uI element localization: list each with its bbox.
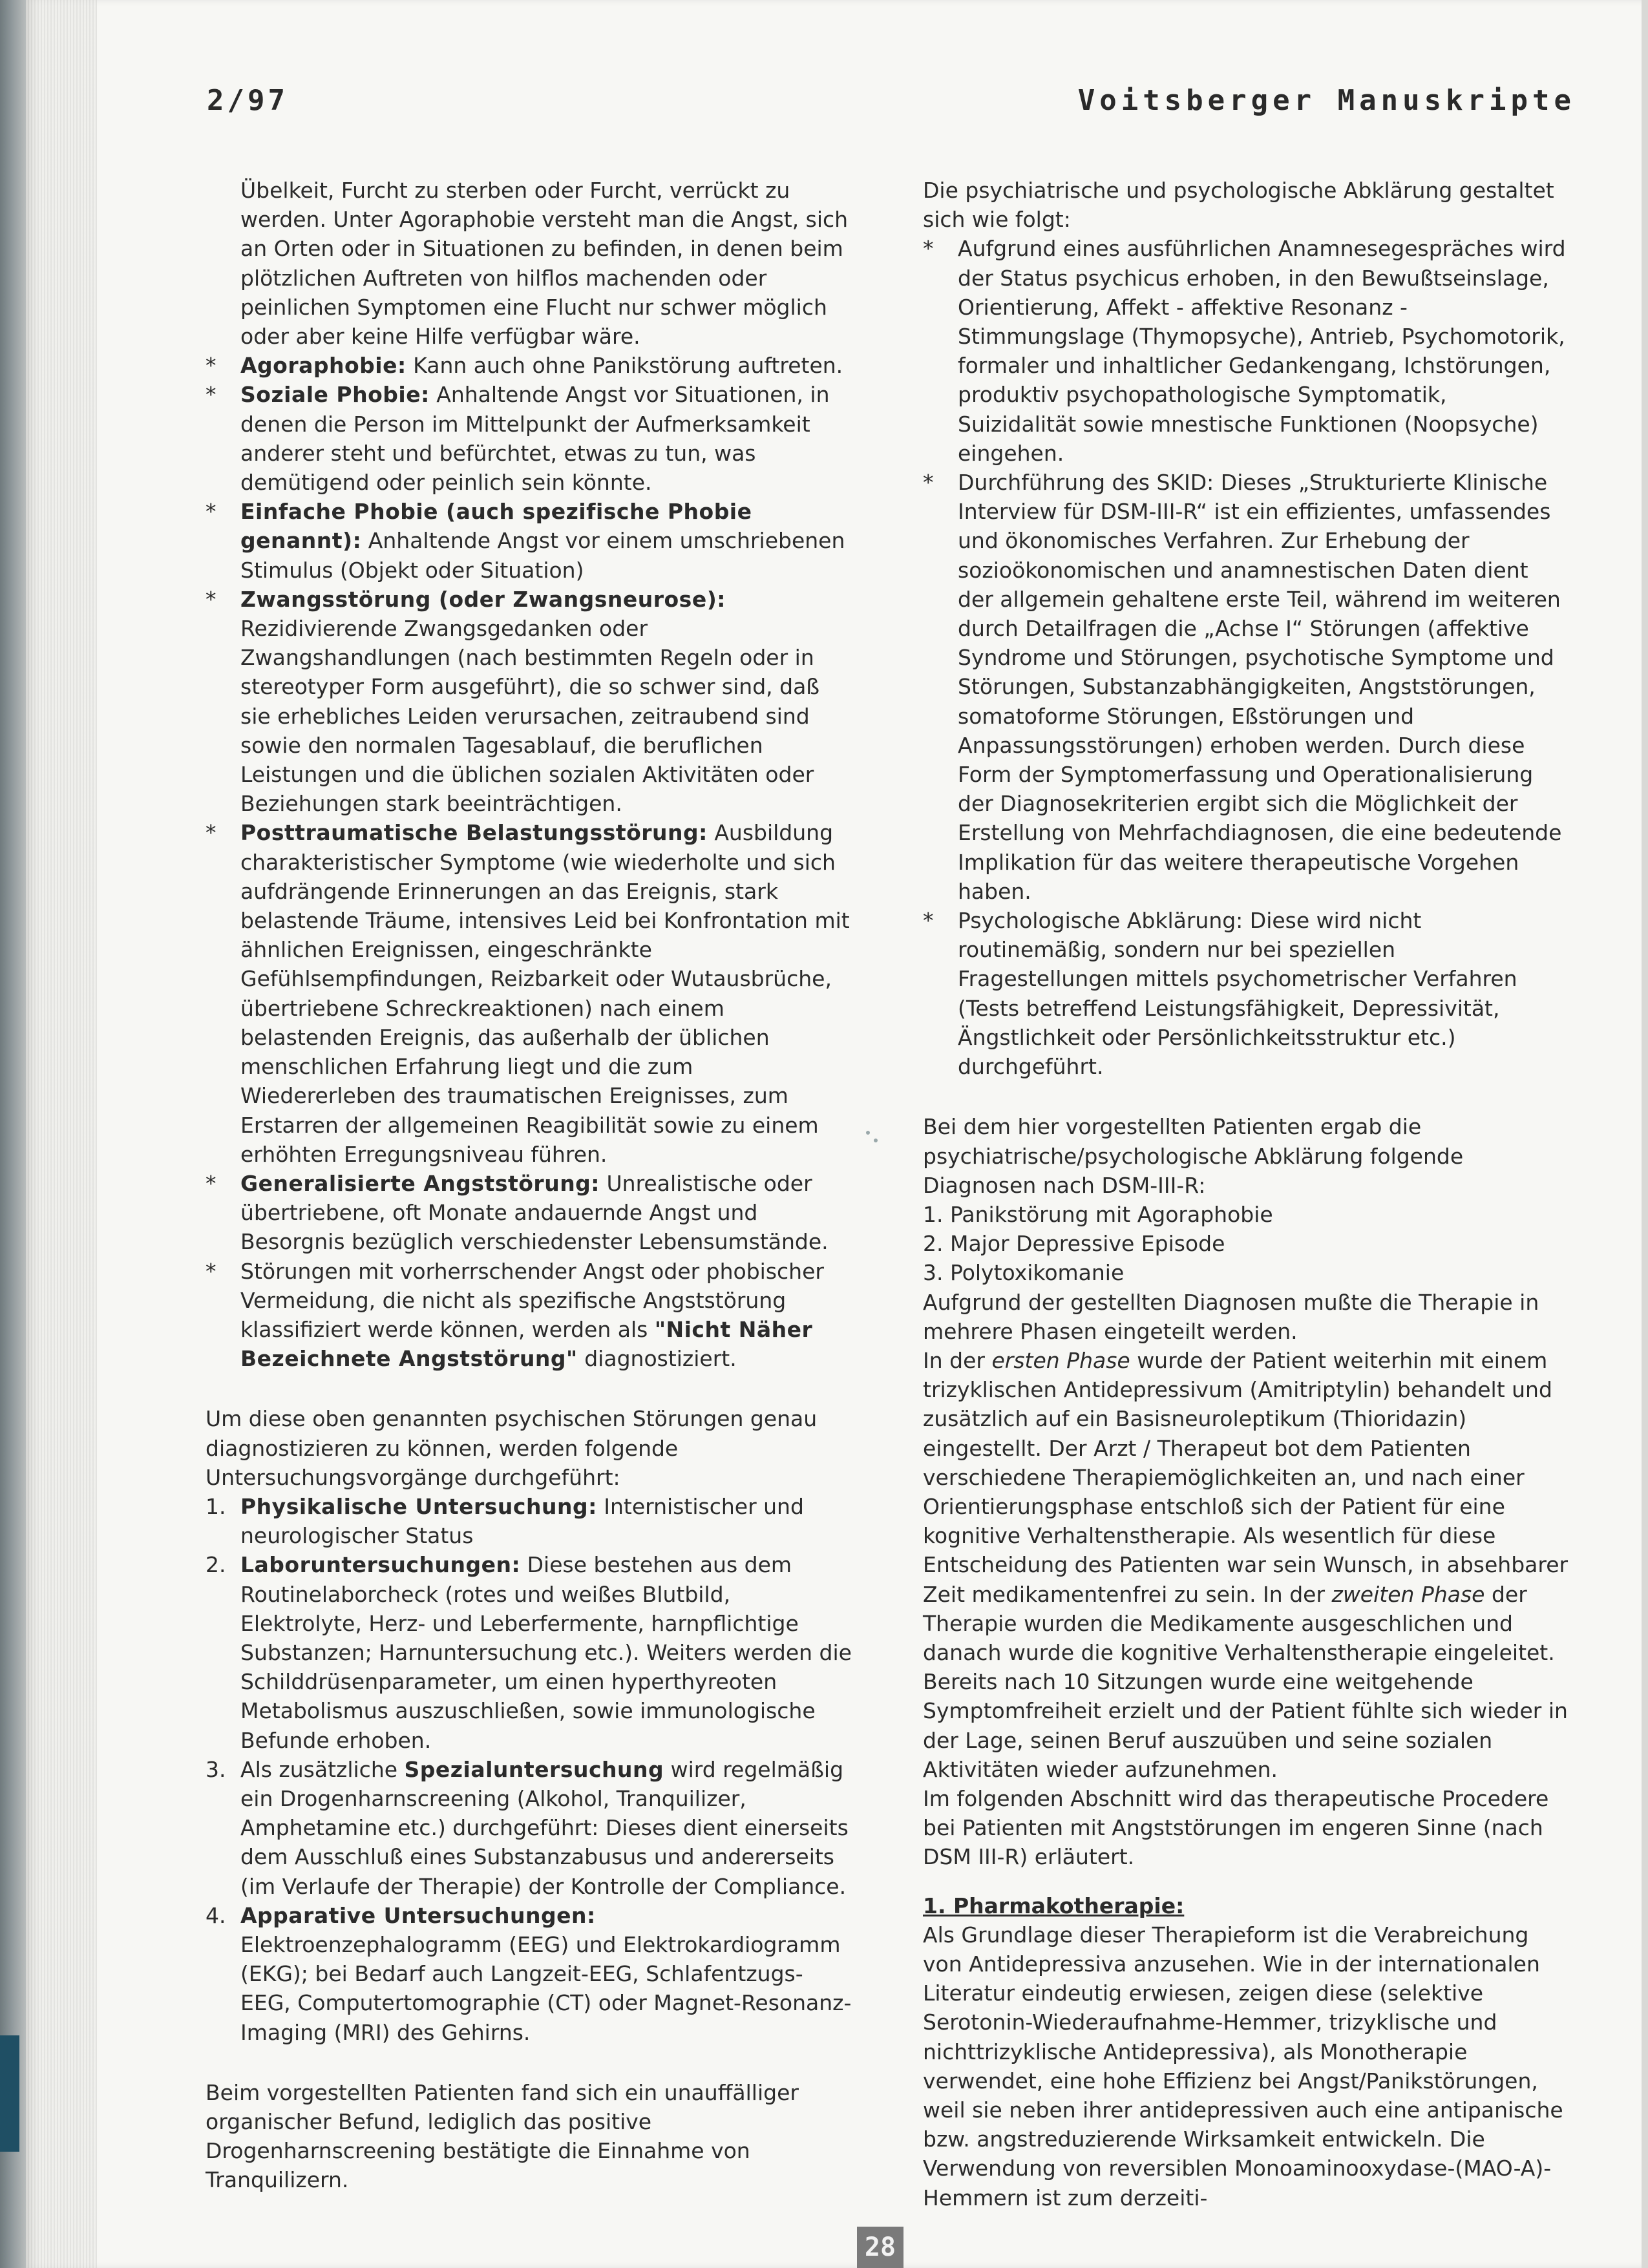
left-column bbox=[206, 176, 852, 2195]
disorder-item bbox=[206, 497, 852, 585]
disorder-item bbox=[206, 1169, 852, 1257]
examination-intro: Um diese oben genannten psychischen Störungen genau diagnostizieren zu können, werden folgende Untersuchungsvorgänge durchgeführt: bbox=[206, 1406, 818, 1490]
disorder-text: Kann auch ohne Panikstörung auftreten. bbox=[406, 353, 843, 379]
disorder-item bbox=[206, 380, 852, 497]
bullet-mark: * bbox=[206, 353, 217, 379]
bullet-mark: * bbox=[923, 236, 934, 262]
bullet-mark: * bbox=[206, 1170, 217, 1196]
phase-text: In der bbox=[923, 1347, 992, 1373]
bullet-mark: * bbox=[206, 499, 217, 525]
disorder-text: diagnostiziert. bbox=[577, 1346, 737, 1372]
right-column bbox=[923, 176, 1569, 2212]
examination-item bbox=[206, 1755, 852, 1901]
diagnosis-item: 1. Panikstörung mit Agoraphobie bbox=[923, 1201, 1273, 1227]
step-text: Diese bestehen aus dem Routinelaborcheck (rotes und weißes Blutbild, Elektrolyte, Herz- und Leberfermente, harnpflichtige Substanzen; Harnuntersuchung etc.). Weiters werden die Schilddrüsenparameter, um einen hyperthyreoten Metabolismus auszuschließen, sowie immunologische Befunde erhoben. bbox=[240, 1552, 852, 1753]
disorder-term: "Nicht Näher Bezeichnete Angststörung" bbox=[240, 1316, 813, 1372]
bullet-mark: * bbox=[206, 820, 217, 846]
phase-term: zweiten Phase bbox=[1331, 1581, 1485, 1607]
examination-item bbox=[206, 1492, 852, 1550]
step-text: Als zusätzliche bbox=[240, 1756, 405, 1782]
scanner-edge bbox=[0, 0, 26, 2268]
scan-speck bbox=[874, 1139, 878, 1142]
diagnosis-item: 2. Major Depressive Episode bbox=[923, 1231, 1225, 1257]
intro-paragraph: Übelkeit, Furcht zu sterben oder Furcht, verrückt zu werden. Unter Agoraphobie versteht man die Angst, sich an Orten oder in Situationen zu befinden, in denen beim plötzlichen Auftreten von hilflos machenden oder peinlichen Symptomen eine Flucht nur schwer möglich oder aber keine Hilfe verfügbar wäre. bbox=[240, 178, 849, 350]
bullet-mark: * bbox=[206, 382, 217, 408]
step-number: 1. bbox=[206, 1493, 226, 1519]
step-text: Elektroenzephalogramm (EEG) und Elektrokardiogramm (EKG); bei Bedarf auch Langzeit-EEG, Schlafentzugs-EEG, Computertomographie (CT) oder Magnet-Resonanz-Imaging (MRI) des Gehirns. bbox=[240, 1931, 852, 2045]
bullet-mark: * bbox=[206, 1258, 217, 1284]
disorder-term: Zwangsstörung (oder Zwangsneurose): bbox=[240, 586, 726, 612]
assessment-item bbox=[923, 906, 1569, 1081]
disorder-item bbox=[206, 818, 852, 1168]
section-heading: 1. Pharmakotherapie: bbox=[923, 1893, 1185, 1918]
disorder-text: Anhaltende Angst vor Situationen, in denen die Person im Mittelpunkt der Aufmerksamkeit anderer steht und befürchtet, etwas zu tun, was demütigend oder peinlich sein könnte. bbox=[240, 382, 830, 496]
procedere-paragraph: Im folgenden Abschnitt wird das therapeutische Procedere bei Patienten mit Angststörungen im engeren Sinne (nach DSM III-R) erläutert. bbox=[923, 1785, 1549, 1870]
bullet-mark: * bbox=[206, 586, 217, 612]
assessment-list bbox=[923, 234, 1569, 1081]
phases-paragraph bbox=[923, 1346, 1569, 1784]
assessment-text: Psychologische Abklärung: Diese wird nicht routinemäßig, sondern nur bei speziellen Fragestellungen mittels psychometrischer Verfahren (Tests betreffend Leistungsfähigkeit, Depressivität, Ängstlichkeit oder Persönlichkeitsstruktur etc.) durchgeführt. bbox=[958, 908, 1517, 1080]
diagnosis-item: 3. Polytoxikomanie bbox=[923, 1260, 1125, 1286]
issue-number: 2/97 bbox=[207, 84, 288, 117]
phase-text: der Therapie wurden die Medikamente ausgeschlichen und danach wurde die kognitive Verhaltenstherapie eingeleitet. Bereits nach 10 Sitzungen wurde eine weitgehende Symptomfreiheit erzielt und der Patient fühlte sich wieder in der Lage, seinen Beruf auszuüben und seine sozialen Aktivitäten wieder aufzunehmen. bbox=[923, 1581, 1568, 1782]
disorder-text: Störungen mit vorherrschender Angst oder phobischer Vermeidung, die nicht als spezifische Angststörung klassifiziert werde können, werden als bbox=[240, 1258, 824, 1342]
disorder-term: Posttraumatische Belastungsstörung: bbox=[240, 820, 708, 846]
assessment-item bbox=[923, 468, 1569, 906]
scan-speck bbox=[866, 1131, 870, 1135]
findings-paragraph: Beim vorgestellten Patienten fand sich ein unauffälliger organischer Befund, lediglich das positive Drogenharnscreening bestätigte die Einnahme von Tranquilizern. bbox=[206, 2079, 799, 2193]
disorder-term: Generalisierte Angststörung: bbox=[240, 1170, 600, 1196]
pharma-paragraph: Als Grundlage dieser Therapieform ist die Verabreichung von Antidepressiva anzusehen. Wie in der internationalen Literatur eindeutig erwiesen, zeigen diese (selektive Serotonin-Wiederaufnahme-Hemmer, trizyklische und nichttrizyklische Antidepressiva), als Monotherapie verwendet, eine hohe Effizienz bei Angst/Panikstörungen, weil sie neben ihrer antidepressiven auch eine antipanische bzw. angstreduzierende Wirksamkeit entwickeln. Die Verwendung von reversiblen Monoaminooxydase-(MAO-A)-Hemmern ist zum derzeiti- bbox=[923, 1922, 1563, 2210]
step-term: Laboruntersuchungen: bbox=[240, 1552, 521, 1578]
step-number: 3. bbox=[206, 1756, 226, 1782]
bullet-mark: * bbox=[923, 470, 934, 496]
assessment-text: Durchführung des SKID: Dieses „Strukturierte Klinische Interview für DSM-III-R“ ist ein effizientes, umfassendes und ökonomisches Verfahren. Zur Erhebung der sozioökonomischen und anamnestischen Daten dient der allgemein gehaltene erste Teil, während im weiteren durch Detailfragen die „Achse I“ Störungen (affektive Syndrome und Störungen, psychotische Symptome und Störungen, Substanzabhängigkeiten, Angststörungen, somatoforme Störungen, Eßstörungen und Anpassungsstörungen) erhoben werden. Durch diese Form der Symptomerfassung und Operationalisierung der Diagnosekriterien ergibt sich die Möglichkeit der Erstellung von Mehrfachdiagnosen, die eine bedeutende Implikation für das weitere therapeutische Vorgehen haben. bbox=[958, 470, 1562, 904]
step-term: Apparative Untersuchungen: bbox=[240, 1902, 596, 1928]
assessment-item bbox=[923, 234, 1569, 468]
running-header bbox=[207, 84, 1576, 136]
disorder-item bbox=[206, 585, 852, 819]
assessment-text: Aufgrund eines ausführlichen Anamnesegespräches wird der Status psychicus erhoben, in den Bewußtseinslage, Orientierung, Affekt - affektive Resonanz - Stimmungslage (Thymopsyche), Antrieb, Psychomotorik, formaler und inhaltlicher Gedankengang, Ichstörungen, produktiv psychopathologische Symptomatik, Suizidalität sowie mnestische Funktionen (Noopsyche) eingehen. bbox=[958, 236, 1566, 466]
phase-text: wurde der Patient weiterhin mit einem trizyklischen Antidepressivum (Amitriptylin) behandelt und zusätzlich auf ein Basisneuroleptikum (Thioridazin) eingestellt. Der Arzt / Therapeut bot dem Patienten verschiedene Therapiemöglichkeiten an, und nach einer Orientierungsphase entschloß sich der Patient für eine kognitive Verhaltenstherapie. Als wesentlich für diese Entscheidung des Patienten war sein Wunsch, in absehbarer Zeit medikamentenfrei zu sein. In der bbox=[923, 1347, 1569, 1607]
disorder-text: Ausbildung charakteristischer Symptome (wie wiederholte und sich aufdrängende Erinnerungen an das Ereignis, stark belastende Träume, intensives Leid bei Konfrontation mit ähnlichen Ereignissen, eingeschränkte Gefühlsempfindungen, Reizbarkeit oder Wutausbrüche, übertriebene Schreckreaktionen) nach einem belastenden Ereignis, das außerhalb der üblichen menschlichen Erfahrung liegt und die zum Wiedererleben des traumatischen Ereignisses, zum Erstarren der allgemeinen Reagibilität sowie zu einem erhöhten Erregungsniveau führen. bbox=[240, 820, 850, 1167]
examination-list bbox=[206, 1492, 852, 2047]
scanner-edge-band bbox=[0, 2035, 19, 2152]
disorder-term: Agoraphobie: bbox=[240, 353, 407, 379]
examination-item bbox=[206, 1901, 852, 2047]
page-stack-edge bbox=[26, 0, 97, 2268]
disorder-term: Soziale Phobie: bbox=[240, 382, 430, 408]
step-number: 4. bbox=[206, 1902, 226, 1928]
phase-term: ersten Phase bbox=[991, 1347, 1130, 1373]
diagnosis-intro: Bei dem hier vorgestellten Patienten ergab die psychiatrische/psychologische Abklärung folgende Diagnosen nach DSM-III-R: bbox=[923, 1114, 1464, 1198]
step-text: wird regelmäßig ein Drogenharnscreening (Alkohol, Tranquilizer, Amphetamine etc.) durchgeführt: Dieses dient einerseits dem Ausschluß eines Substanzabusus und andererseits (im Verlaufe der Therapie) der Kontrolle der Compliance. bbox=[240, 1756, 849, 1899]
disorder-text: Unrealistische oder übertriebene, oft Monate andauernde Angst und Besorgnis bezüglich verschiedenster Lebensumstände. bbox=[240, 1170, 829, 1255]
disorder-list bbox=[206, 351, 852, 1373]
therapy-phases-paragraph: Aufgrund der gestellten Diagnosen mußte die Therapie in mehrere Phasen eingeteilt werden. bbox=[923, 1289, 1539, 1344]
bullet-mark: * bbox=[923, 908, 934, 934]
assessment-intro: Die psychiatrische und psychologische Abklärung gestaltet sich wie folgt: bbox=[923, 178, 1554, 233]
examination-item bbox=[206, 1550, 852, 1754]
step-term: Spezialuntersuchung bbox=[404, 1756, 664, 1782]
journal-title: Voitsberger Manuskripte bbox=[1077, 84, 1576, 117]
page-number: 28 bbox=[857, 2227, 903, 2268]
step-term: Physikalische Untersuchung: bbox=[240, 1493, 597, 1519]
step-number: 2. bbox=[206, 1552, 226, 1578]
disorder-text: Anhaltende Angst vor einem umschriebenen Stimulus (Objekt oder Situation) bbox=[240, 528, 845, 583]
disorder-item bbox=[206, 1257, 852, 1374]
disorder-item bbox=[206, 351, 852, 380]
disorder-text: Rezidivierende Zwangsgedanken oder Zwangshandlungen (nach bestimmten Regeln oder in stereotyper Form ausgeführt), die so schwer sind, daß sie erhebliches Leiden verursachen, zeitraubend sind sowie den normalen Tagesablauf, die beruflichen Leistungen und die üblichen sozialen Aktivitäten oder Beziehungen stark beeinträchtigen. bbox=[240, 616, 820, 817]
step-text: Internistischer und neurologischer Status bbox=[240, 1493, 804, 1549]
disorder-term: Einfache Phobie (auch spezifische Phobie genannt): bbox=[240, 499, 752, 554]
